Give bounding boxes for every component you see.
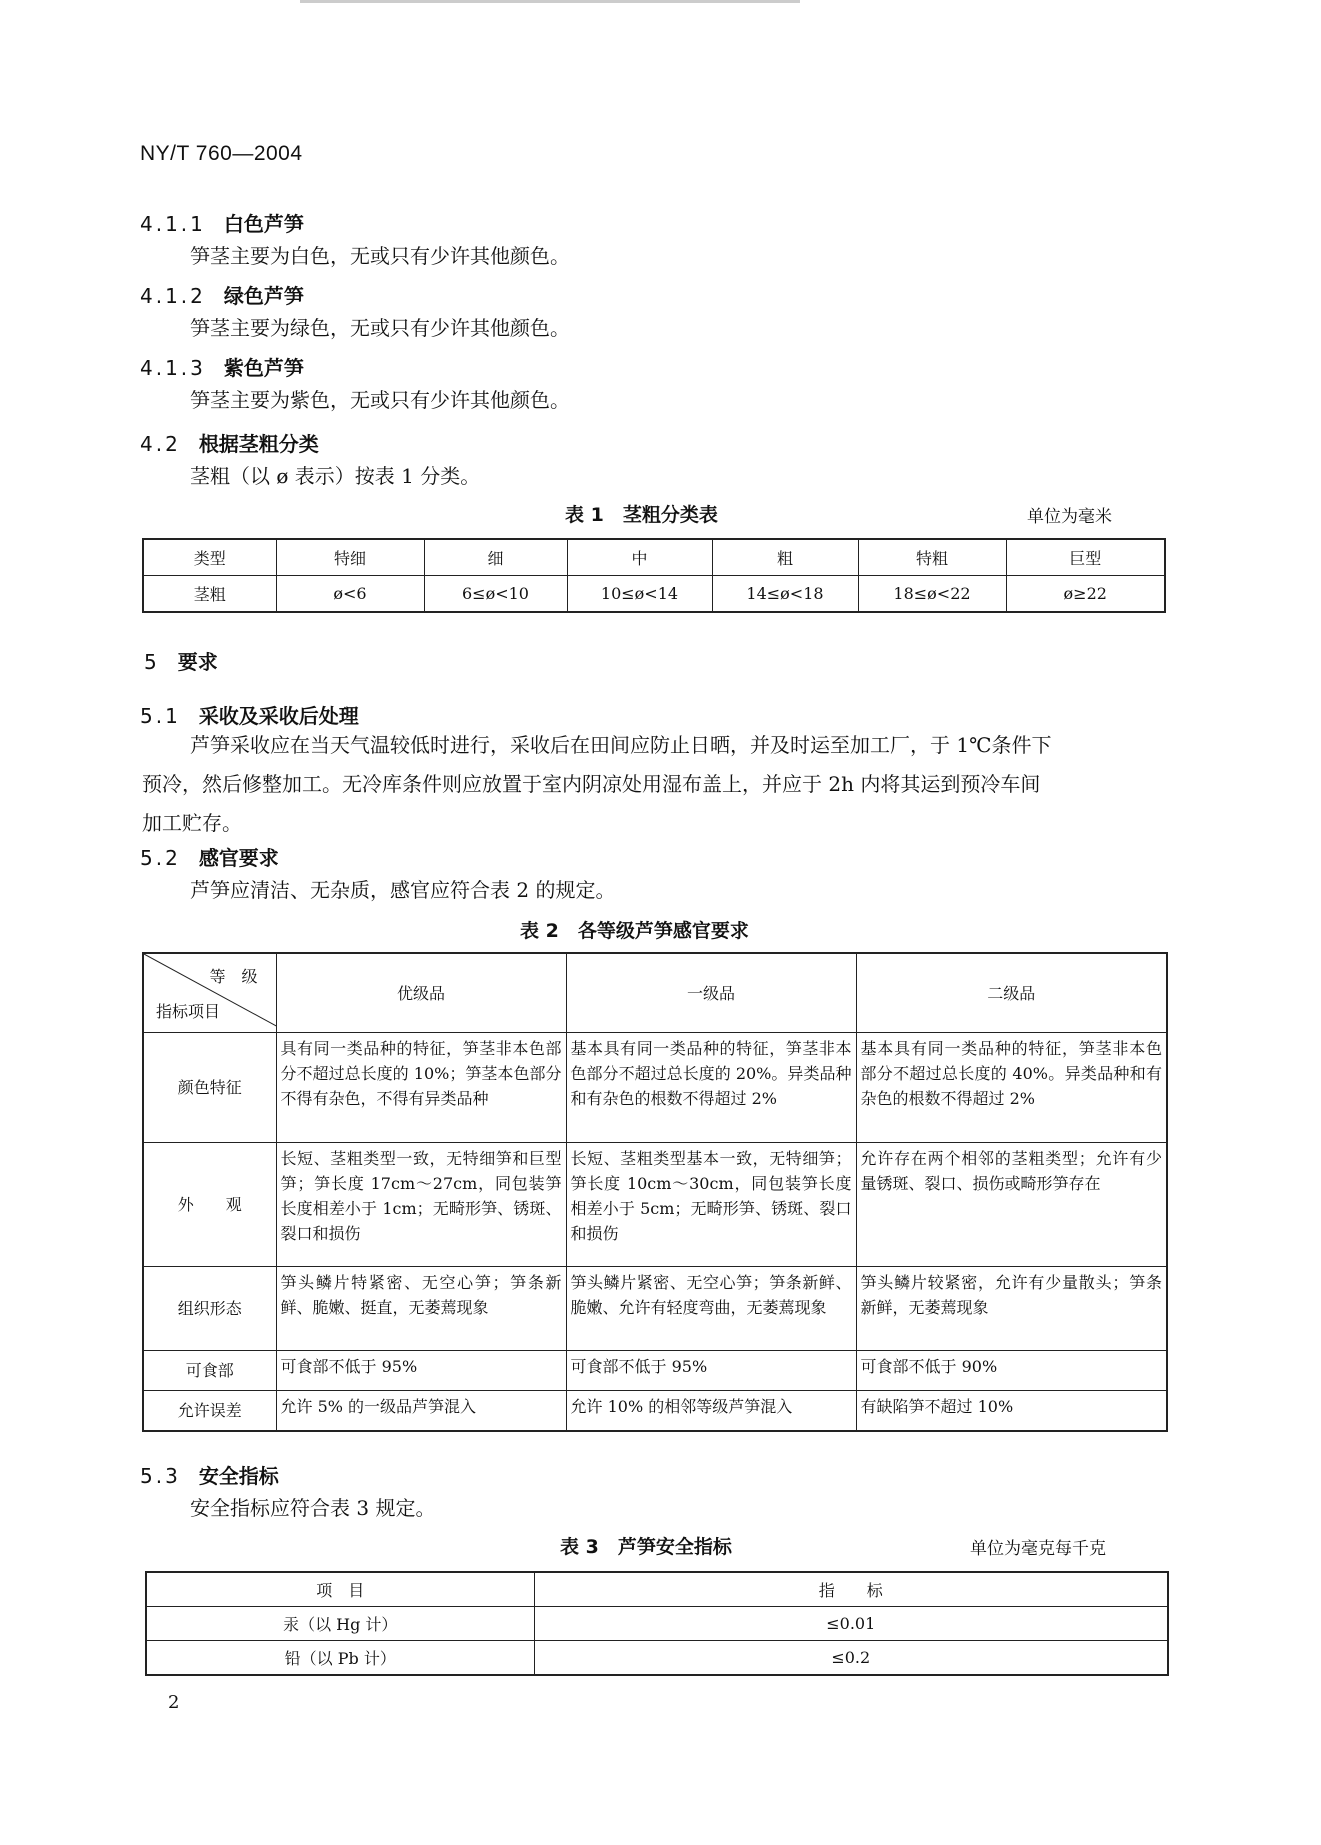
grade-header: 优级品	[276, 953, 566, 1033]
table1-unit: 单位为毫米	[1027, 507, 1112, 527]
table-cell: 长短、茎粗类型一致，无特细笋和巨型笋；笋长度 17cm～27cm，同包装笋长度相差小于 1cm；无畸形笋、锈斑、裂口和损伤	[276, 1143, 566, 1267]
section-heading-4-1-3: 4.1.3 紫色芦笋	[140, 356, 304, 380]
table-cell: 粗	[712, 539, 858, 576]
section-heading-4-1-1: 4.1.1 白色芦笋	[140, 212, 304, 236]
table-cell: 可食部不低于 95%	[276, 1351, 566, 1391]
row-label: 组织形态	[143, 1267, 276, 1351]
section-heading-5-2: 5.2 感官要求	[140, 846, 279, 870]
table-cell: ø<6	[276, 576, 424, 613]
table-cell: 特细	[276, 539, 424, 576]
row-label: 颜色特征	[143, 1033, 276, 1143]
table3-row-lead	[146, 1641, 1168, 1676]
table2	[142, 952, 1168, 1432]
table-cell: ø≥22	[1006, 576, 1165, 613]
table-cell: 笋头鳞片较紧密，允许有少量散头；笋条新鲜，无萎蔫现象	[856, 1267, 1167, 1351]
section-text-5-1-line1: 芦笋采收应在当天气温较低时进行，采收后在田间应防止日晒，并及时运至加工厂，于 1℃条件下	[190, 733, 1052, 757]
grade-header: 二级品	[856, 953, 1167, 1033]
table2-caption: 表 2 各等级芦笋感官要求	[520, 920, 749, 942]
section-text-4-1-1: 笋茎主要为白色，无或只有少许其他颜色。	[190, 244, 570, 268]
section-text-4-2: 茎粗（以 ø 表示）按表 1 分类。	[190, 464, 481, 488]
table-cell: 18≤ø<22	[858, 576, 1006, 613]
table-cell: 基本具有同一类品种的特征，笋茎非本色部分不超过总长度的 20%。异类品种和有杂色的根数不得超过 2%	[566, 1033, 856, 1143]
row-label: 允许误差	[143, 1391, 276, 1431]
section-heading-4-1-2: 4.1.2 绿色芦笋	[140, 284, 304, 308]
section-text-4-1-2: 笋茎主要为绿色，无或只有少许其他颜色。	[190, 316, 570, 340]
table-cell: 允许 5% 的一级品芦笋混入	[276, 1391, 566, 1431]
table-cell: 类型	[143, 539, 276, 576]
section-heading-5-1: 5.1 采收及采收后处理	[140, 704, 359, 728]
table-cell: ≤0.01	[534, 1607, 1168, 1641]
table-cell: 铅（以 Pb 计）	[146, 1641, 534, 1676]
table-cell: ≤0.2	[534, 1641, 1168, 1676]
table-cell: 14≤ø<18	[712, 576, 858, 613]
table1	[142, 538, 1166, 613]
table-cell: 允许存在两个相邻的茎粗类型；允许有少量锈斑、裂口、损伤或畸形笋存在	[856, 1143, 1167, 1267]
grade-header: 一级品	[566, 953, 856, 1033]
table3-caption: 表 3 芦笋安全指标	[560, 1536, 732, 1558]
table-cell: 巨型	[1006, 539, 1165, 576]
table2-row-edible	[143, 1351, 1167, 1391]
corner-label-grade: 等 级	[209, 967, 258, 986]
section-heading-4-2: 4.2 根据茎粗分类	[140, 432, 319, 456]
table-cell: 有缺陷笋不超过 10%	[856, 1391, 1167, 1431]
table-cell: 10≤ø<14	[567, 576, 712, 613]
table3-row-mercury	[146, 1607, 1168, 1641]
table3-unit: 单位为毫克每千克	[970, 1539, 1106, 1559]
section-text-5-3: 安全指标应符合表 3 规定。	[190, 1496, 436, 1520]
scan-artifact	[300, 0, 800, 3]
table-cell: 笋头鳞片特紧密、无空心笋；笋条新鲜、脆嫩、挺直，无萎蔫现象	[276, 1267, 566, 1351]
standard-code: NY/T 760—2004	[140, 142, 303, 165]
table3	[145, 1571, 1169, 1676]
table-cell: 可食部不低于 90%	[856, 1351, 1167, 1391]
table-cell: 茎粗	[143, 576, 276, 613]
table3-header-row	[146, 1572, 1168, 1607]
table-cell: 指 标	[534, 1572, 1168, 1607]
table-cell: 笋头鳞片紧密、无空心笋；笋条新鲜、脆嫩、允许有轻度弯曲，无萎蔫现象	[566, 1267, 856, 1351]
section-text-5-2: 芦笋应清洁、无杂质，感官应符合表 2 的规定。	[190, 878, 616, 902]
corner-label-indicator: 指标项目	[156, 1002, 221, 1021]
table-cell: 可食部不低于 95%	[566, 1351, 856, 1391]
section-text-5-1-line3: 加工贮存。	[142, 811, 242, 835]
table-cell: 项 目	[146, 1572, 534, 1607]
table2-row-color	[143, 1033, 1167, 1143]
table-cell: 长短、茎粗类型基本一致，无特细笋；笋长度 10cm～30cm，同包装笋长度相差小于 5cm；无畸形笋、锈斑、裂口和损伤	[566, 1143, 856, 1267]
row-label: 外 观	[143, 1143, 276, 1267]
table2-row-texture	[143, 1267, 1167, 1351]
table-cell: 具有同一类品种的特征，笋茎非本色部分不超过总长度的 10%；笋茎本色部分不得有杂色，不得有异类品种	[276, 1033, 566, 1143]
table2-row-appearance	[143, 1143, 1167, 1267]
table2-corner-cell	[143, 953, 276, 1033]
table-cell: 汞（以 Hg 计）	[146, 1607, 534, 1641]
table2-row-tolerance	[143, 1391, 1167, 1431]
table-cell: 细	[424, 539, 567, 576]
section-text-4-1-3: 笋茎主要为紫色，无或只有少许其他颜色。	[190, 388, 570, 412]
page-number: 2	[168, 1692, 180, 1713]
section-heading-5-3: 5.3 安全指标	[140, 1464, 279, 1488]
table-cell: 允许 10% 的相邻等级芦笋混入	[566, 1391, 856, 1431]
table-cell: 6≤ø<10	[424, 576, 567, 613]
section-text-5-1-line2: 预冷，然后修整加工。无冷库条件则应放置于室内阴凉处用湿布盖上，并应于 2h 内将其运到预冷车间	[142, 772, 1041, 796]
table1-header-row	[143, 539, 1165, 576]
section-heading-5: 5 要求	[144, 650, 218, 674]
table2-header-row	[143, 953, 1167, 1033]
row-label: 可食部	[143, 1351, 276, 1391]
table-cell: 特粗	[858, 539, 1006, 576]
table-cell: 基本具有同一类品种的特征，笋茎非本色部分不超过总长度的 40%。异类品种和有杂色的根数不得超过 2%	[856, 1033, 1167, 1143]
table1-data-row	[143, 576, 1165, 613]
table1-caption: 表 1 茎粗分类表	[565, 504, 718, 526]
table-cell: 中	[567, 539, 712, 576]
